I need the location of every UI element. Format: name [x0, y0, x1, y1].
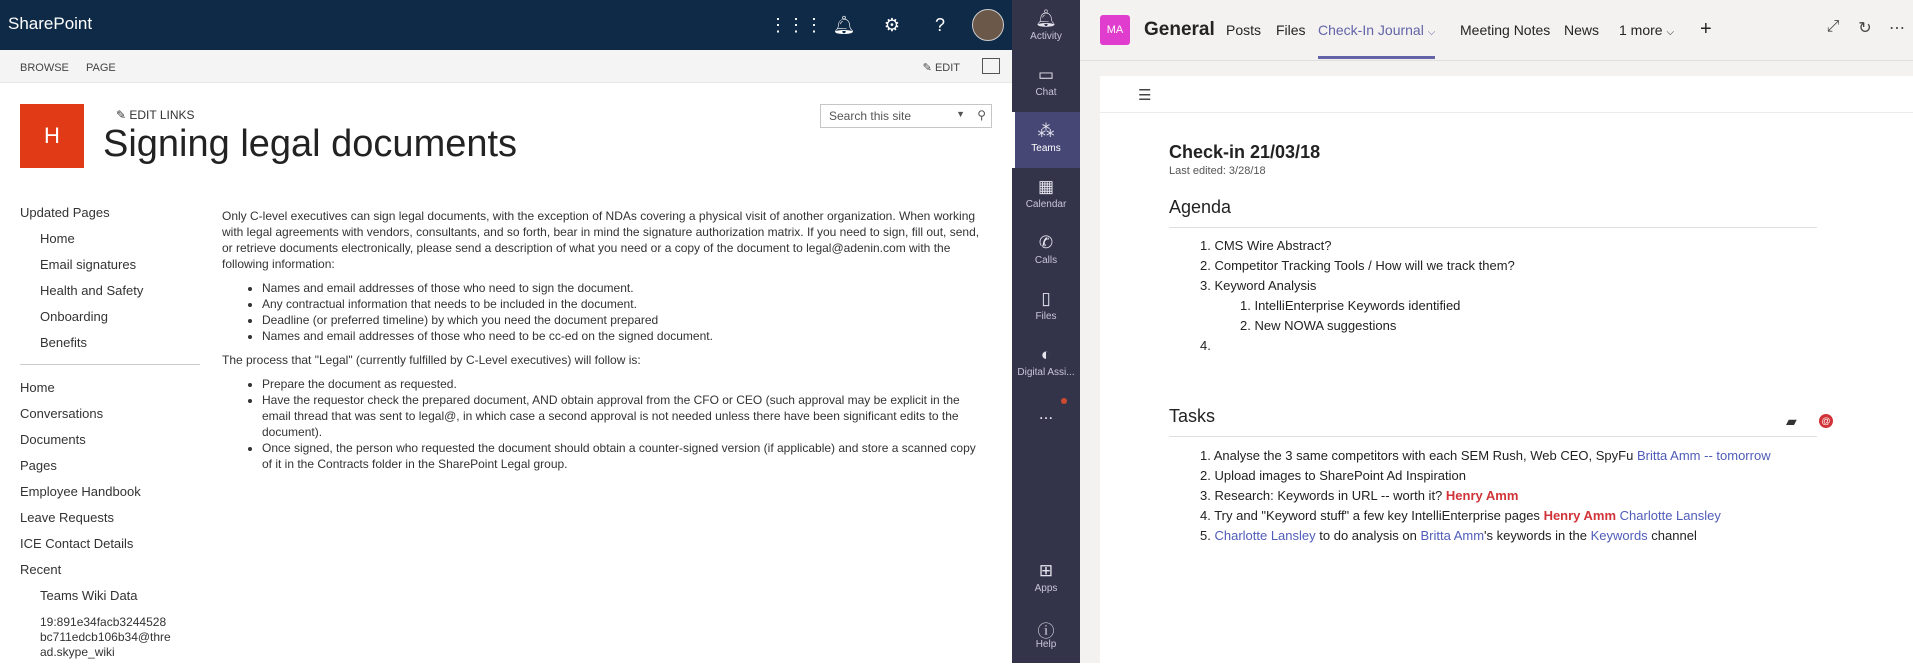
- nav-item-ice-contact-details[interactable]: ICE Contact Details: [20, 536, 134, 551]
- edit-label: EDIT: [934, 62, 960, 74]
- task-text: channel: [1651, 528, 1697, 543]
- rail-label: Digital Assi...: [1017, 367, 1075, 378]
- wiki-id-line: bc711edcb106b34@thre: [40, 630, 171, 644]
- rail-label: Teams: [1031, 143, 1061, 154]
- chat-icon: ▭: [1037, 65, 1055, 84]
- list-item: • Prepare the document as requested.: [262, 376, 980, 392]
- list-item: • Names and email addresses of those who need to be cc-ed on the signed document.: [262, 328, 980, 344]
- list-item: 2. Upload images to SharePoint Ad Inspiration: [1200, 468, 1466, 483]
- agenda-item: CMS Wire Abstract?: [1214, 238, 1332, 253]
- list-item: • Any contractual information that needs to be included in the document.: [262, 296, 980, 312]
- rail-more-button[interactable]: [1012, 402, 1080, 438]
- gear-icon[interactable]: ⚙: [883, 14, 901, 35]
- edit-links-label: EDIT LINKS: [129, 108, 195, 122]
- pencil-icon: ✎: [922, 62, 935, 74]
- rail-help[interactable]: [1012, 608, 1080, 664]
- list-item: 4.: [1200, 338, 1211, 353]
- add-tab-button[interactable]: +: [1700, 18, 1712, 40]
- list-item: 4. Try and "Keyword stuff" a few key IntelliEnterprise pages Henry Amm Charlotte Lansley: [1200, 508, 1721, 523]
- list-item: 1. CMS Wire Abstract?: [1200, 238, 1332, 253]
- list-item: 1. IntelliEnterprise Keywords identified: [1240, 298, 1461, 313]
- task-text: -- tomorrow: [1704, 448, 1771, 463]
- rail-label: Apps: [1034, 583, 1058, 594]
- tab-browse[interactable]: BROWSE: [20, 62, 69, 74]
- tab-meeting-notes[interactable]: Meeting Notes: [1460, 22, 1551, 38]
- bell-icon: 🔔︎: [1035, 9, 1057, 28]
- tab-posts[interactable]: Posts: [1226, 22, 1262, 38]
- assistant-icon: ◐: [1040, 345, 1052, 364]
- channel-link[interactable]: Keywords: [1590, 528, 1648, 543]
- list-item: • Have the requestor check the prepared document, AND obtain approval from the CFO or CEO (such approval may be explicit in the email thread that was sent to legal@, in which case a second approval is not needed unless there have been significant edits to the document).: [262, 392, 980, 440]
- nav-item-leave-requests[interactable]: Leave Requests: [20, 510, 114, 525]
- list-item: • Deadline (or preferred timeline) by which you need the document prepared: [262, 312, 980, 328]
- edit-button[interactable]: [923, 61, 960, 74]
- list-item: • Once signed, the person who requested the document should obtain a counter-signed version (if applicable) and store a scanned copy of it in the Contracts folder in the SharePoint Legal group.: [262, 440, 980, 472]
- tab-files[interactable]: Files: [1276, 22, 1306, 38]
- person-link[interactable]: Charlotte Lansley: [1619, 508, 1721, 523]
- task-text: 's keywords in the: [1484, 528, 1587, 543]
- task-text: Upload images to SharePoint Ad Inspiration: [1214, 468, 1466, 483]
- channel-title: General: [1144, 19, 1215, 40]
- focus-content-icon[interactable]: [982, 58, 1000, 74]
- rail-activity[interactable]: [1012, 0, 1080, 56]
- person-mention[interactable]: Henry Amm: [1543, 508, 1617, 523]
- calendar-icon: ▦: [1037, 177, 1055, 196]
- tab-label: Check-In Journal: [1318, 22, 1424, 38]
- avatar: [972, 9, 1004, 41]
- rail-label: Help: [1035, 639, 1057, 650]
- rail-files[interactable]: [1012, 280, 1080, 336]
- list-item: 3. Keyword Analysis: [1200, 278, 1317, 293]
- nav-item-home[interactable]: Home: [40, 231, 75, 246]
- tab-news[interactable]: News: [1564, 22, 1600, 38]
- task-text: to do analysis on: [1319, 528, 1417, 543]
- rail-teams[interactable]: [1012, 112, 1080, 168]
- list-item: • Names and email addresses of those who need to sign the document.: [262, 280, 980, 296]
- nav-item-pages[interactable]: Pages: [20, 458, 57, 473]
- person-link[interactable]: Charlotte Lansley: [1214, 528, 1316, 543]
- agenda-item: Keyword Analysis: [1214, 278, 1317, 293]
- nav-item-benefits[interactable]: Benefits: [40, 335, 87, 350]
- task-text: Research: Keywords in URL -- worth it?: [1214, 488, 1443, 503]
- sharepoint-brand[interactable]: SharePoint: [8, 14, 93, 33]
- chevron-down-icon[interactable]: ▼: [956, 109, 965, 119]
- tasks-list[interactable]: [1200, 446, 1771, 546]
- task-text: Try and "Keyword stuff" a few key IntelliEnterprise pages: [1214, 508, 1540, 523]
- apps-icon: ⊞: [1038, 561, 1054, 580]
- bell-icon[interactable]: 🔔︎: [832, 14, 856, 35]
- expand-icon[interactable]: ⤢: [1826, 18, 1840, 35]
- wiki-id-line: 19:891e34facb3244528: [40, 615, 167, 629]
- rail-label: Activity: [1030, 31, 1062, 42]
- rail-apps[interactable]: [1012, 552, 1080, 608]
- search-icon[interactable]: ⚲: [977, 108, 986, 122]
- teams-icon: ⁂: [1037, 121, 1055, 140]
- tab-check-in-journal[interactable]: [1318, 22, 1435, 38]
- more-icon: ...: [1038, 404, 1054, 423]
- comment-icon[interactable]: ▰: [1786, 413, 1797, 429]
- account-button[interactable]: [964, 0, 1012, 50]
- page-content: [222, 208, 980, 480]
- help-icon[interactable]: ?: [934, 14, 945, 35]
- heading-rule: [1169, 227, 1817, 228]
- hamburger-icon[interactable]: ☰: [1138, 87, 1152, 104]
- agenda-heading[interactable]: Agenda: [1169, 197, 1232, 217]
- rail-label: Calls: [1034, 255, 1058, 266]
- pencil-icon: ✎: [116, 108, 130, 122]
- chevron-down-icon: ⌵: [1666, 27, 1675, 38]
- heading-rule: [1169, 436, 1817, 437]
- note-toolbar: [1100, 76, 1913, 113]
- nav-item-conversations[interactable]: Conversations: [20, 406, 104, 421]
- agenda-list[interactable]: [1200, 236, 1515, 356]
- tab-page[interactable]: PAGE: [86, 62, 116, 74]
- nav-item-teams-wiki-data[interactable]: Teams Wiki Data: [40, 588, 138, 603]
- help-icon: ⓘ: [1037, 622, 1055, 641]
- info-list: [222, 280, 980, 344]
- task-text: Analyse the 3 same competitors with each SEM Rush, Web CEO, SpyFu: [1213, 448, 1634, 463]
- channel-header: [1080, 0, 1913, 61]
- nav-item-onboarding[interactable]: Onboarding: [40, 309, 108, 324]
- notification-dot: [1061, 398, 1067, 404]
- chevron-down-icon: ⌵: [1427, 27, 1436, 38]
- teams-app-bar: [1012, 0, 1080, 663]
- edit-links-button[interactable]: [116, 108, 195, 122]
- person-mention[interactable]: Henry Amm: [1445, 488, 1519, 503]
- wiki-id-line: ad.skype_wiki: [40, 645, 115, 659]
- last-edited: Last edited: 3/28/18: [1169, 165, 1266, 177]
- phone-icon: ✆: [1038, 233, 1054, 252]
- agenda-subitem: IntelliEnterprise Keywords identified: [1254, 298, 1461, 313]
- search-input[interactable]: [820, 104, 992, 128]
- mention-icon[interactable]: @: [1819, 414, 1833, 428]
- list-item: 1. Analyse the 3 same competitors with each SEM Rush, Web CEO, SpyFu Britta Amm -- tomorrow: [1200, 448, 1771, 463]
- tab-label: 1 more: [1619, 22, 1663, 38]
- list-item: 5. Charlotte Lansley to do analysis on Britta Amm's keywords in the Keywords channel: [1200, 528, 1697, 543]
- site-logo[interactable]: H: [20, 104, 84, 168]
- teams-channel-pane: [1080, 0, 1913, 663]
- quick-launch: [20, 200, 200, 660]
- nav-heading-updated-pages[interactable]: Updated Pages: [20, 205, 110, 220]
- refresh-icon[interactable]: ↻: [1858, 20, 1872, 37]
- search-placeholder: Search this site: [829, 109, 912, 123]
- nav-item-email-signatures[interactable]: Email signatures: [40, 257, 137, 272]
- nav-item-home-main[interactable]: Home: [20, 380, 55, 395]
- rail-calendar[interactable]: [1012, 168, 1080, 224]
- rail-label: Chat: [1035, 87, 1057, 98]
- rail-digital-assistant[interactable]: [1012, 336, 1080, 392]
- tab-more[interactable]: [1619, 22, 1674, 38]
- list-item: 2. New NOWA suggestions: [1240, 318, 1397, 333]
- nav-divider: [20, 364, 200, 365]
- intro-paragraph: Only C-level executives can sign legal documents, with the exception of NDAs covering a physical visit of another organization. When working with legal agreements with vendors, consultants, and so forth, bear in mind the signature authorization matrix. If you need to sign, fill out, send, or retrieve documents electronically, please send a description of what you need or a copy of the document to legal@adenin.com with the following information:: [222, 209, 980, 271]
- agenda-subitem: New NOWA suggestions: [1254, 318, 1397, 333]
- ribbon: [0, 50, 1012, 83]
- rail-calls[interactable]: [1012, 224, 1080, 280]
- person-link[interactable]: Britta Amm: [1420, 528, 1485, 543]
- nav-heading-recent[interactable]: Recent: [20, 562, 62, 577]
- nav-item-wiki-id[interactable]: [20, 615, 200, 660]
- agenda-item: Competitor Tracking Tools / How will we track them?: [1214, 258, 1515, 273]
- onenote-page: [1100, 76, 1913, 663]
- more-options-icon[interactable]: ⋯: [1889, 20, 1905, 37]
- rail-label: Calendar: [1025, 199, 1067, 210]
- rail-label: Files: [1035, 311, 1057, 322]
- list-item: 3. Research: Keywords in URL -- worth it? Henry Amm: [1200, 488, 1519, 503]
- rail-chat[interactable]: [1012, 56, 1080, 112]
- process-list: [222, 376, 980, 472]
- app-launcher-icon[interactable]: ⋮⋮⋮: [769, 14, 823, 35]
- process-paragraph: The process that "Legal" (currently fulfilled by C-Level executives) will follow is:: [222, 353, 641, 367]
- tasks-heading[interactable]: Tasks: [1169, 406, 1216, 426]
- nav-item-documents[interactable]: Documents: [20, 432, 86, 447]
- person-link[interactable]: Britta Amm: [1636, 448, 1701, 463]
- page-title: Signing legal documents: [103, 123, 518, 165]
- note-title[interactable]: Check-in 21/03/18: [1169, 142, 1321, 162]
- nav-item-health-and-safety[interactable]: Health and Safety: [40, 283, 144, 298]
- team-avatar[interactable]: MA: [1100, 15, 1130, 45]
- nav-item-employee-handbook[interactable]: Employee Handbook: [20, 484, 141, 499]
- suite-bar: [0, 0, 1012, 50]
- list-item: 2. Competitor Tracking Tools / How will we track them?: [1200, 258, 1515, 273]
- file-icon: ▯: [1041, 289, 1051, 308]
